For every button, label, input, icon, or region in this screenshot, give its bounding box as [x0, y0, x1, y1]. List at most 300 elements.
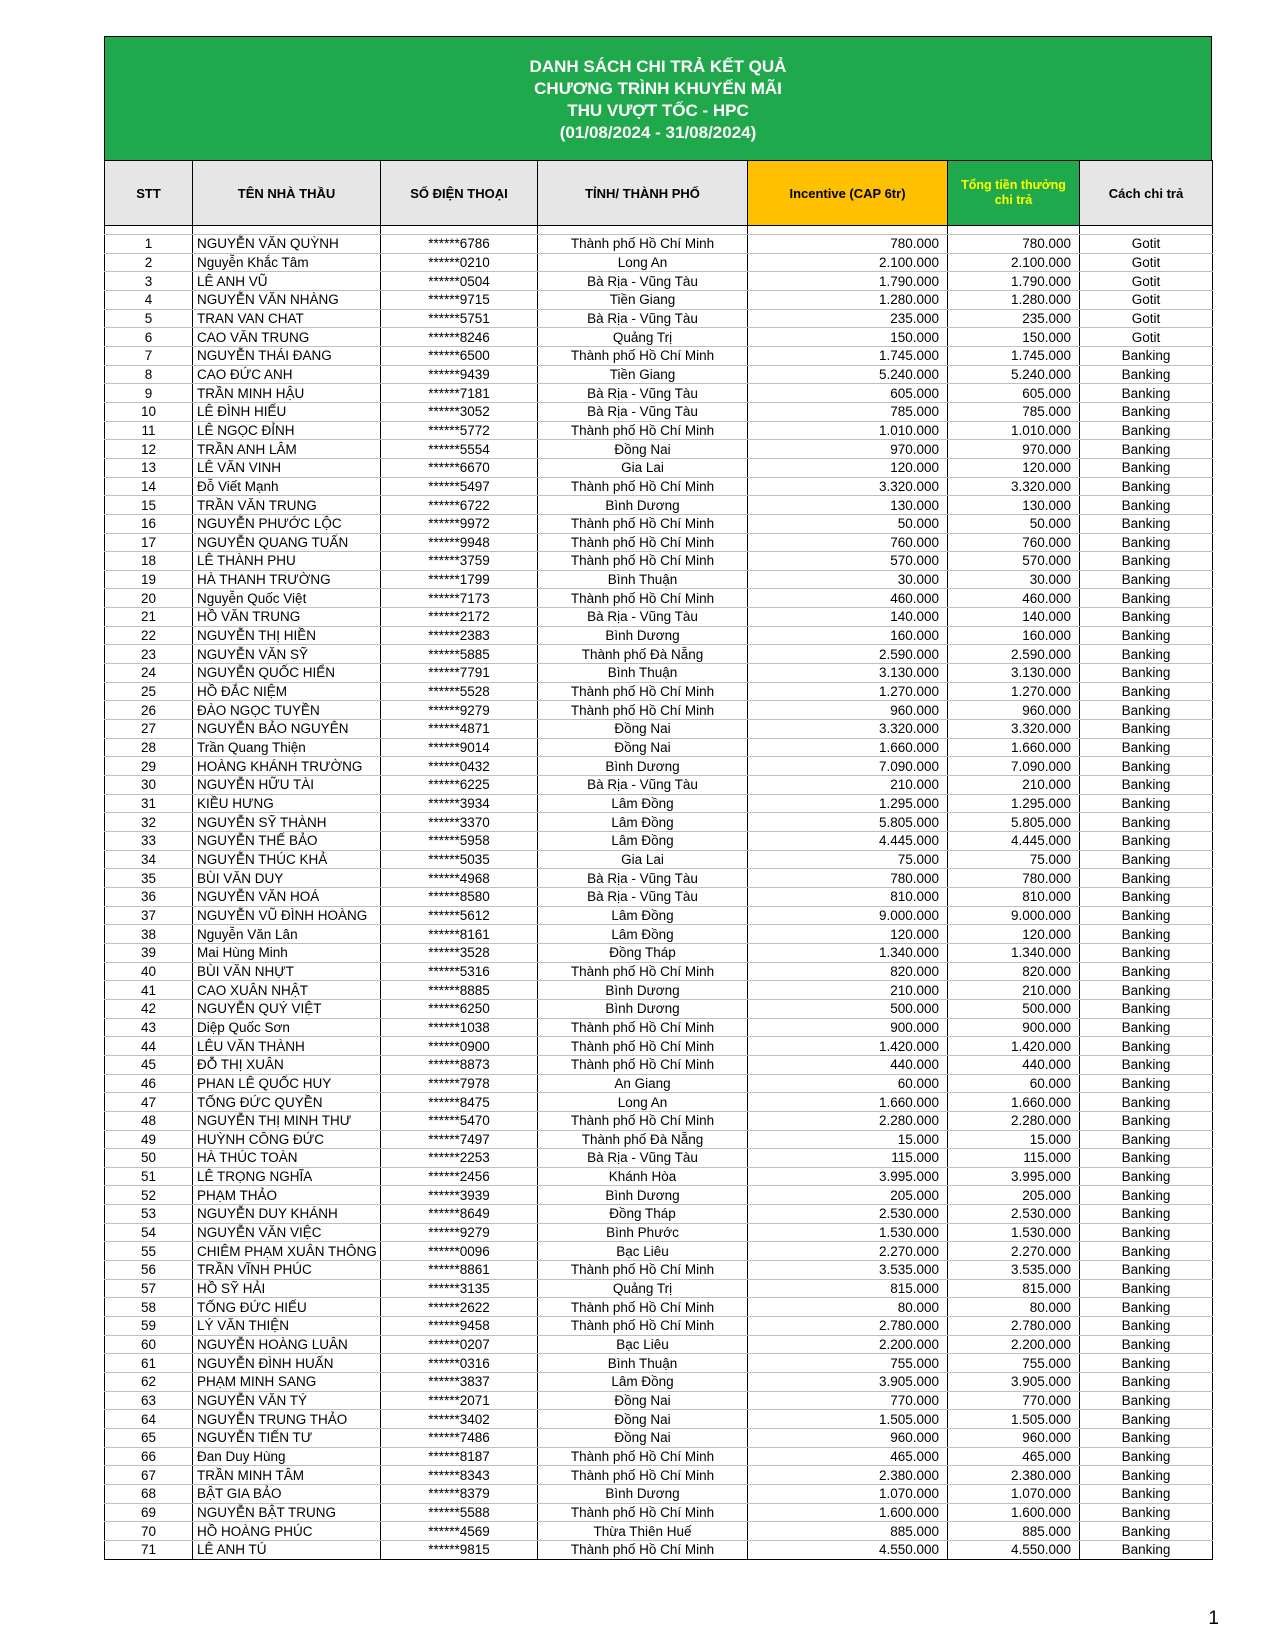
cell-method: Banking — [1080, 887, 1213, 906]
cell-stt: 15 — [105, 496, 193, 515]
cell-incentive: 15.000 — [748, 1130, 948, 1149]
cell-total: 1.340.000 — [948, 943, 1080, 962]
cell-province: Thành phố Hồ Chí Minh — [538, 1466, 748, 1485]
cell-name: Mai Hùng Minh — [193, 943, 381, 962]
cell-name: PHẠM MINH SANG — [193, 1373, 381, 1392]
table-row — [105, 906, 1213, 925]
cell-province: Đồng Nai — [538, 720, 748, 739]
cell-name: CAO XUÂN NHẬT — [193, 981, 381, 1000]
cell-method: Banking — [1080, 757, 1213, 776]
header-row — [105, 161, 1213, 226]
cell-total: 460.000 — [948, 589, 1080, 608]
table-row — [105, 869, 1213, 888]
cell-name: NGUYỄN THẾ BẢO — [193, 832, 381, 851]
cell-stt: 54 — [105, 1223, 193, 1242]
cell-method: Banking — [1080, 962, 1213, 981]
cell-incentive: 30.000 — [748, 570, 948, 589]
cell-method: Banking — [1080, 626, 1213, 645]
cell-phone: ******8873 — [381, 1055, 538, 1074]
cell-method: Banking — [1080, 720, 1213, 739]
cell-incentive: 2.780.000 — [748, 1317, 948, 1336]
table-row — [105, 645, 1213, 664]
cell-incentive: 4.445.000 — [748, 832, 948, 851]
table-row — [105, 1205, 1213, 1224]
cell-province: An Giang — [538, 1074, 748, 1093]
cell-incentive: 570.000 — [748, 552, 948, 571]
cell-total: 1.070.000 — [948, 1484, 1080, 1503]
cell-name: Diệp Quốc Sơn — [193, 1018, 381, 1037]
cell-method: Banking — [1080, 1503, 1213, 1522]
cell-province: Long An — [538, 1093, 748, 1112]
cell-incentive: 9.000.000 — [748, 906, 948, 925]
cell-stt: 69 — [105, 1503, 193, 1522]
cell-name: TRẦN ANH LÂM — [193, 440, 381, 459]
cell-name: NGUYỄN THÚC KHẢ — [193, 850, 381, 869]
table-row — [105, 533, 1213, 552]
cell-incentive: 80.000 — [748, 1298, 948, 1317]
cell-phone: ******2383 — [381, 626, 538, 645]
cell-total: 1.420.000 — [948, 1037, 1080, 1056]
cell-phone: ******7497 — [381, 1130, 538, 1149]
cell-stt: 47 — [105, 1093, 193, 1112]
cell-province: Đồng Nai — [538, 1391, 748, 1410]
cell-incentive: 150.000 — [748, 328, 948, 347]
table-row — [105, 384, 1213, 403]
table-row — [105, 458, 1213, 477]
cell-method: Banking — [1080, 1018, 1213, 1037]
cell-phone: ******5751 — [381, 309, 538, 328]
cell-total: 3.320.000 — [948, 477, 1080, 496]
cell-phone: ******5554 — [381, 440, 538, 459]
cell-province: Thành phố Hồ Chí Minh — [538, 589, 748, 608]
cell-method: Banking — [1080, 1093, 1213, 1112]
title-line-3: THU VƯỢT TỐC - HPC — [567, 101, 749, 120]
table-row — [105, 943, 1213, 962]
cell-method: Banking — [1080, 1298, 1213, 1317]
cell-phone: ******3402 — [381, 1410, 538, 1429]
cell-incentive: 1.660.000 — [748, 1093, 948, 1112]
cell-phone: ******8379 — [381, 1484, 538, 1503]
cell-total: 500.000 — [948, 999, 1080, 1018]
table-row — [105, 1279, 1213, 1298]
cell-stt: 7 — [105, 346, 193, 365]
cell-province: Bình Dương — [538, 1186, 748, 1205]
cell-total: 785.000 — [948, 402, 1080, 421]
cell-province: Bình Thuận — [538, 664, 748, 683]
table-row — [105, 850, 1213, 869]
cell-total: 130.000 — [948, 496, 1080, 515]
cell-phone: ******1799 — [381, 570, 538, 589]
cell-total: 5.240.000 — [948, 365, 1080, 384]
cell-phone: ******2071 — [381, 1391, 538, 1410]
cell-name: CAO ĐỨC ANH — [193, 365, 381, 384]
cell-incentive: 2.530.000 — [748, 1205, 948, 1224]
cell-incentive: 465.000 — [748, 1447, 948, 1466]
cell-stt: 64 — [105, 1410, 193, 1429]
col-header-total: Tổng tiền thưởng chi trả — [948, 161, 1080, 226]
table-row — [105, 1298, 1213, 1317]
cell-stt: 39 — [105, 943, 193, 962]
table-row — [105, 701, 1213, 720]
cell-stt: 49 — [105, 1130, 193, 1149]
cell-incentive: 4.550.000 — [748, 1540, 948, 1559]
cell-method: Gotit — [1080, 253, 1213, 272]
cell-phone: ******9972 — [381, 514, 538, 533]
cell-province: Bà Rịa - Vũng Tàu — [538, 887, 748, 906]
cell-total: 3.995.000 — [948, 1167, 1080, 1186]
cell-province: Lâm Đồng — [538, 925, 748, 944]
cell-name: NGUYỄN THỊ MINH THƯ — [193, 1111, 381, 1130]
table-row — [105, 309, 1213, 328]
table-row — [105, 440, 1213, 459]
cell-incentive: 1.295.000 — [748, 794, 948, 813]
cell-incentive: 810.000 — [748, 887, 948, 906]
cell-incentive: 2.590.000 — [748, 645, 948, 664]
table-row — [105, 962, 1213, 981]
cell-stt: 23 — [105, 645, 193, 664]
cell-province: Thành phố Hồ Chí Minh — [538, 1317, 748, 1336]
cell-name: LÊ VĂN VINH — [193, 458, 381, 477]
cell-total: 4.445.000 — [948, 832, 1080, 851]
table-row — [105, 253, 1213, 272]
cell-incentive: 120.000 — [748, 458, 948, 477]
cell-incentive: 1.600.000 — [748, 1503, 948, 1522]
table-row — [105, 925, 1213, 944]
cell-province: Thừa Thiên Huế — [538, 1522, 748, 1541]
cell-province: Thành phố Hồ Chí Minh — [538, 1503, 748, 1522]
cell-incentive: 960.000 — [748, 1429, 948, 1448]
cell-province: Thành phố Hồ Chí Minh — [538, 477, 748, 496]
cell-province: Thành phố Hồ Chí Minh — [538, 1261, 748, 1280]
cell-stt: 46 — [105, 1074, 193, 1093]
cell-province: Bình Dương — [538, 1484, 748, 1503]
cell-name: NGUYỄN TIẾN TƯ — [193, 1429, 381, 1448]
cell-stt: 65 — [105, 1429, 193, 1448]
cell-method: Banking — [1080, 645, 1213, 664]
cell-total: 1.270.000 — [948, 682, 1080, 701]
title-line-2: CHƯƠNG TRÌNH KHUYẾN MÃI — [534, 79, 782, 98]
cell-name: NGUYỄN BẢO NGUYÊN — [193, 720, 381, 739]
cell-phone: ******8885 — [381, 981, 538, 1000]
table-row — [105, 365, 1213, 384]
table-row — [105, 570, 1213, 589]
cell-phone: ******5885 — [381, 645, 538, 664]
cell-phone: ******9948 — [381, 533, 538, 552]
col-header-stt: STT — [105, 161, 193, 226]
table-row — [105, 682, 1213, 701]
cell-method: Banking — [1080, 701, 1213, 720]
cell-incentive: 3.320.000 — [748, 720, 948, 739]
table-row — [105, 421, 1213, 440]
cell-method: Banking — [1080, 589, 1213, 608]
cell-phone: ******8187 — [381, 1447, 538, 1466]
cell-method: Gotit — [1080, 309, 1213, 328]
cell-name: Đỗ Viết Mạnh — [193, 477, 381, 496]
cell-phone: ******5497 — [381, 477, 538, 496]
cell-incentive: 75.000 — [748, 850, 948, 869]
cell-total: 1.600.000 — [948, 1503, 1080, 1522]
cell-incentive: 210.000 — [748, 776, 948, 795]
cell-method: Banking — [1080, 458, 1213, 477]
cell-incentive: 2.100.000 — [748, 253, 948, 272]
cell-province: Bình Thuận — [538, 1354, 748, 1373]
cell-method: Banking — [1080, 906, 1213, 925]
cell-incentive: 1.070.000 — [748, 1484, 948, 1503]
results-sheet — [104, 36, 1212, 1560]
cell-name: HỒ HOÀNG PHÚC — [193, 1522, 381, 1541]
cell-name: TRẦN MINH HẬU — [193, 384, 381, 403]
cell-method: Banking — [1080, 402, 1213, 421]
cell-incentive: 900.000 — [748, 1018, 948, 1037]
cell-stt: 53 — [105, 1205, 193, 1224]
cell-method: Banking — [1080, 1261, 1213, 1280]
cell-total: 780.000 — [948, 235, 1080, 254]
cell-stt: 24 — [105, 664, 193, 683]
cell-incentive: 1.530.000 — [748, 1223, 948, 1242]
cell-province: Lâm Đồng — [538, 906, 748, 925]
cell-name: NGUYỄN VĂN NHÀNG — [193, 290, 381, 309]
cell-stt: 51 — [105, 1167, 193, 1186]
cell-province: Đồng Tháp — [538, 1205, 748, 1224]
cell-total: 770.000 — [948, 1391, 1080, 1410]
cell-total: 2.280.000 — [948, 1111, 1080, 1130]
cell-stt: 26 — [105, 701, 193, 720]
cell-incentive: 760.000 — [748, 533, 948, 552]
cell-name: NGUYỄN VĂN VIỆC — [193, 1223, 381, 1242]
cell-incentive: 780.000 — [748, 869, 948, 888]
cell-total: 3.535.000 — [948, 1261, 1080, 1280]
table-row — [105, 402, 1213, 421]
table-row — [105, 328, 1213, 347]
table-row — [105, 1018, 1213, 1037]
cell-incentive: 1.660.000 — [748, 738, 948, 757]
cell-stt: 34 — [105, 850, 193, 869]
col-header-incentive: Incentive (CAP 6tr) — [748, 161, 948, 226]
cell-method: Banking — [1080, 496, 1213, 515]
cell-incentive: 960.000 — [748, 701, 948, 720]
cell-total: 605.000 — [948, 384, 1080, 403]
cell-stt: 28 — [105, 738, 193, 757]
cell-phone: ******6722 — [381, 496, 538, 515]
table-row — [105, 1261, 1213, 1280]
cell-method: Banking — [1080, 346, 1213, 365]
cell-stt: 14 — [105, 477, 193, 496]
cell-stt: 67 — [105, 1466, 193, 1485]
cell-stt: 40 — [105, 962, 193, 981]
cell-province: Bình Dương — [538, 496, 748, 515]
cell-phone: ******6500 — [381, 346, 538, 365]
cell-total: 1.280.000 — [948, 290, 1080, 309]
cell-province: Đồng Nai — [538, 738, 748, 757]
cell-name: LÊ ANH TÚ — [193, 1540, 381, 1559]
cell-phone: ******4569 — [381, 1522, 538, 1541]
table-row — [105, 1186, 1213, 1205]
cell-province: Long An — [538, 253, 748, 272]
cell-method: Banking — [1080, 1429, 1213, 1448]
cell-incentive: 1.270.000 — [748, 682, 948, 701]
cell-total: 960.000 — [948, 1429, 1080, 1448]
cell-stt: 61 — [105, 1354, 193, 1373]
cell-phone: ******2456 — [381, 1167, 538, 1186]
cell-name: NGUYỄN VĂN SỸ — [193, 645, 381, 664]
cell-total: 3.905.000 — [948, 1373, 1080, 1392]
cell-incentive: 3.320.000 — [748, 477, 948, 496]
cell-stt: 4 — [105, 290, 193, 309]
cell-method: Banking — [1080, 1167, 1213, 1186]
cell-stt: 8 — [105, 365, 193, 384]
cell-province: Đồng Nai — [538, 1429, 748, 1448]
cell-method: Banking — [1080, 1242, 1213, 1261]
cell-province: Bạc Liêu — [538, 1335, 748, 1354]
cell-method: Banking — [1080, 440, 1213, 459]
cell-stt: 12 — [105, 440, 193, 459]
cell-phone: ******1038 — [381, 1018, 538, 1037]
cell-province: Bình Dương — [538, 757, 748, 776]
cell-stt: 3 — [105, 272, 193, 291]
cell-stt: 5 — [105, 309, 193, 328]
cell-phone: ******3052 — [381, 402, 538, 421]
table-row — [105, 1447, 1213, 1466]
cell-province: Thành phố Hồ Chí Minh — [538, 1055, 748, 1074]
cell-phone: ******8343 — [381, 1466, 538, 1485]
cell-method: Banking — [1080, 533, 1213, 552]
cell-method: Banking — [1080, 1111, 1213, 1130]
cell-phone: ******0900 — [381, 1037, 538, 1056]
table-row — [105, 999, 1213, 1018]
cell-total: 15.000 — [948, 1130, 1080, 1149]
cell-name: NGUYỄN VĂN QUỲNH — [193, 235, 381, 254]
cell-incentive: 440.000 — [748, 1055, 948, 1074]
table-row — [105, 981, 1213, 1000]
cell-province: Thành phố Hồ Chí Minh — [538, 1298, 748, 1317]
cell-stt: 33 — [105, 832, 193, 851]
cell-province: Lâm Đồng — [538, 832, 748, 851]
cell-method: Banking — [1080, 1055, 1213, 1074]
cell-method: Gotit — [1080, 328, 1213, 347]
cell-incentive: 3.995.000 — [748, 1167, 948, 1186]
cell-phone: ******5035 — [381, 850, 538, 869]
cell-name: TỐNG ĐỨC HIẾU — [193, 1298, 381, 1317]
cell-total: 1.660.000 — [948, 738, 1080, 757]
cell-total: 755.000 — [948, 1354, 1080, 1373]
cell-phone: ******0207 — [381, 1335, 538, 1354]
cell-phone: ******8475 — [381, 1093, 538, 1112]
table-row — [105, 552, 1213, 571]
cell-method: Banking — [1080, 1447, 1213, 1466]
cell-method: Banking — [1080, 738, 1213, 757]
table-row — [105, 1429, 1213, 1448]
cell-total: 3.320.000 — [948, 720, 1080, 739]
page-number: 1 — [1208, 1608, 1219, 1629]
table-row — [105, 1503, 1213, 1522]
cell-method: Banking — [1080, 1410, 1213, 1429]
cell-total: 2.100.000 — [948, 253, 1080, 272]
cell-province: Thành phố Hồ Chí Minh — [538, 533, 748, 552]
cell-province: Đồng Nai — [538, 1410, 748, 1429]
cell-method: Banking — [1080, 1130, 1213, 1149]
cell-name: HỒ SỸ HẢI — [193, 1279, 381, 1298]
cell-name: NGUYỄN BẬT TRUNG — [193, 1503, 381, 1522]
cell-phone: ******9279 — [381, 701, 538, 720]
cell-name: NGUYỄN QUANG TUẤN — [193, 533, 381, 552]
cell-name: LÊ NGỌC ĐỈNH — [193, 421, 381, 440]
cell-stt: 55 — [105, 1242, 193, 1261]
cell-phone: ******2172 — [381, 608, 538, 627]
cell-name: BÙI VĂN DUY — [193, 869, 381, 888]
table-row — [105, 626, 1213, 645]
table-row — [105, 1149, 1213, 1168]
cell-phone: ******7181 — [381, 384, 538, 403]
cell-name: NGUYỄN PHƯỚC LỘC — [193, 514, 381, 533]
cell-phone: ******3370 — [381, 813, 538, 832]
cell-incentive: 2.200.000 — [748, 1335, 948, 1354]
table-row — [105, 1074, 1213, 1093]
cell-province: Thành phố Hồ Chí Minh — [538, 1111, 748, 1130]
cell-province: Thành phố Hồ Chí Minh — [538, 235, 748, 254]
cell-province: Thành phố Hồ Chí Minh — [538, 682, 748, 701]
cell-incentive: 1.340.000 — [748, 943, 948, 962]
title-line-1: DANH SÁCH CHI TRẢ KẾT QUẢ — [529, 57, 787, 76]
table-row — [105, 1484, 1213, 1503]
cell-name: LÊ ĐÌNH HIẾU — [193, 402, 381, 421]
cell-method: Banking — [1080, 999, 1213, 1018]
cell-stt: 13 — [105, 458, 193, 477]
table-row — [105, 290, 1213, 309]
cell-stt: 9 — [105, 384, 193, 403]
table-row — [105, 1540, 1213, 1559]
table-row — [105, 794, 1213, 813]
cell-province: Bà Rịa - Vũng Tàu — [538, 309, 748, 328]
cell-name: Nguyễn Khắc Tâm — [193, 253, 381, 272]
cell-stt: 16 — [105, 514, 193, 533]
cell-name: NGUYỄN HỮU TÀI — [193, 776, 381, 795]
cell-phone: ******6786 — [381, 235, 538, 254]
cell-stt: 57 — [105, 1279, 193, 1298]
table-row — [105, 1167, 1213, 1186]
cell-method: Banking — [1080, 943, 1213, 962]
cell-total: 80.000 — [948, 1298, 1080, 1317]
cell-total: 1.745.000 — [948, 346, 1080, 365]
cell-province: Bà Rịa - Vũng Tàu — [538, 272, 748, 291]
cell-province: Thành phố Hồ Chí Minh — [538, 421, 748, 440]
cell-phone: ******2253 — [381, 1149, 538, 1168]
cell-total: 140.000 — [948, 608, 1080, 627]
cell-name: ĐÀO NGỌC TUYỀN — [193, 701, 381, 720]
table-row — [105, 1037, 1213, 1056]
cell-province: Bình Phước — [538, 1223, 748, 1242]
cell-total: 2.380.000 — [948, 1466, 1080, 1485]
cell-incentive: 605.000 — [748, 384, 948, 403]
table-row — [105, 1410, 1213, 1429]
cell-method: Gotit — [1080, 272, 1213, 291]
cell-total: 235.000 — [948, 309, 1080, 328]
cell-name: Đan Duy Hùng — [193, 1447, 381, 1466]
cell-method: Banking — [1080, 850, 1213, 869]
cell-incentive: 780.000 — [748, 235, 948, 254]
cell-name: LÊU VĂN THÀNH — [193, 1037, 381, 1056]
cell-incentive: 460.000 — [748, 589, 948, 608]
cell-stt: 43 — [105, 1018, 193, 1037]
cell-method: Banking — [1080, 1279, 1213, 1298]
cell-province: Thành phố Hồ Chí Minh — [538, 701, 748, 720]
cell-phone: ******6670 — [381, 458, 538, 477]
cell-total: 210.000 — [948, 776, 1080, 795]
cell-stt: 10 — [105, 402, 193, 421]
cell-province: Khánh Hòa — [538, 1167, 748, 1186]
cell-total: 570.000 — [948, 552, 1080, 571]
cell-method: Banking — [1080, 570, 1213, 589]
cell-stt: 66 — [105, 1447, 193, 1466]
